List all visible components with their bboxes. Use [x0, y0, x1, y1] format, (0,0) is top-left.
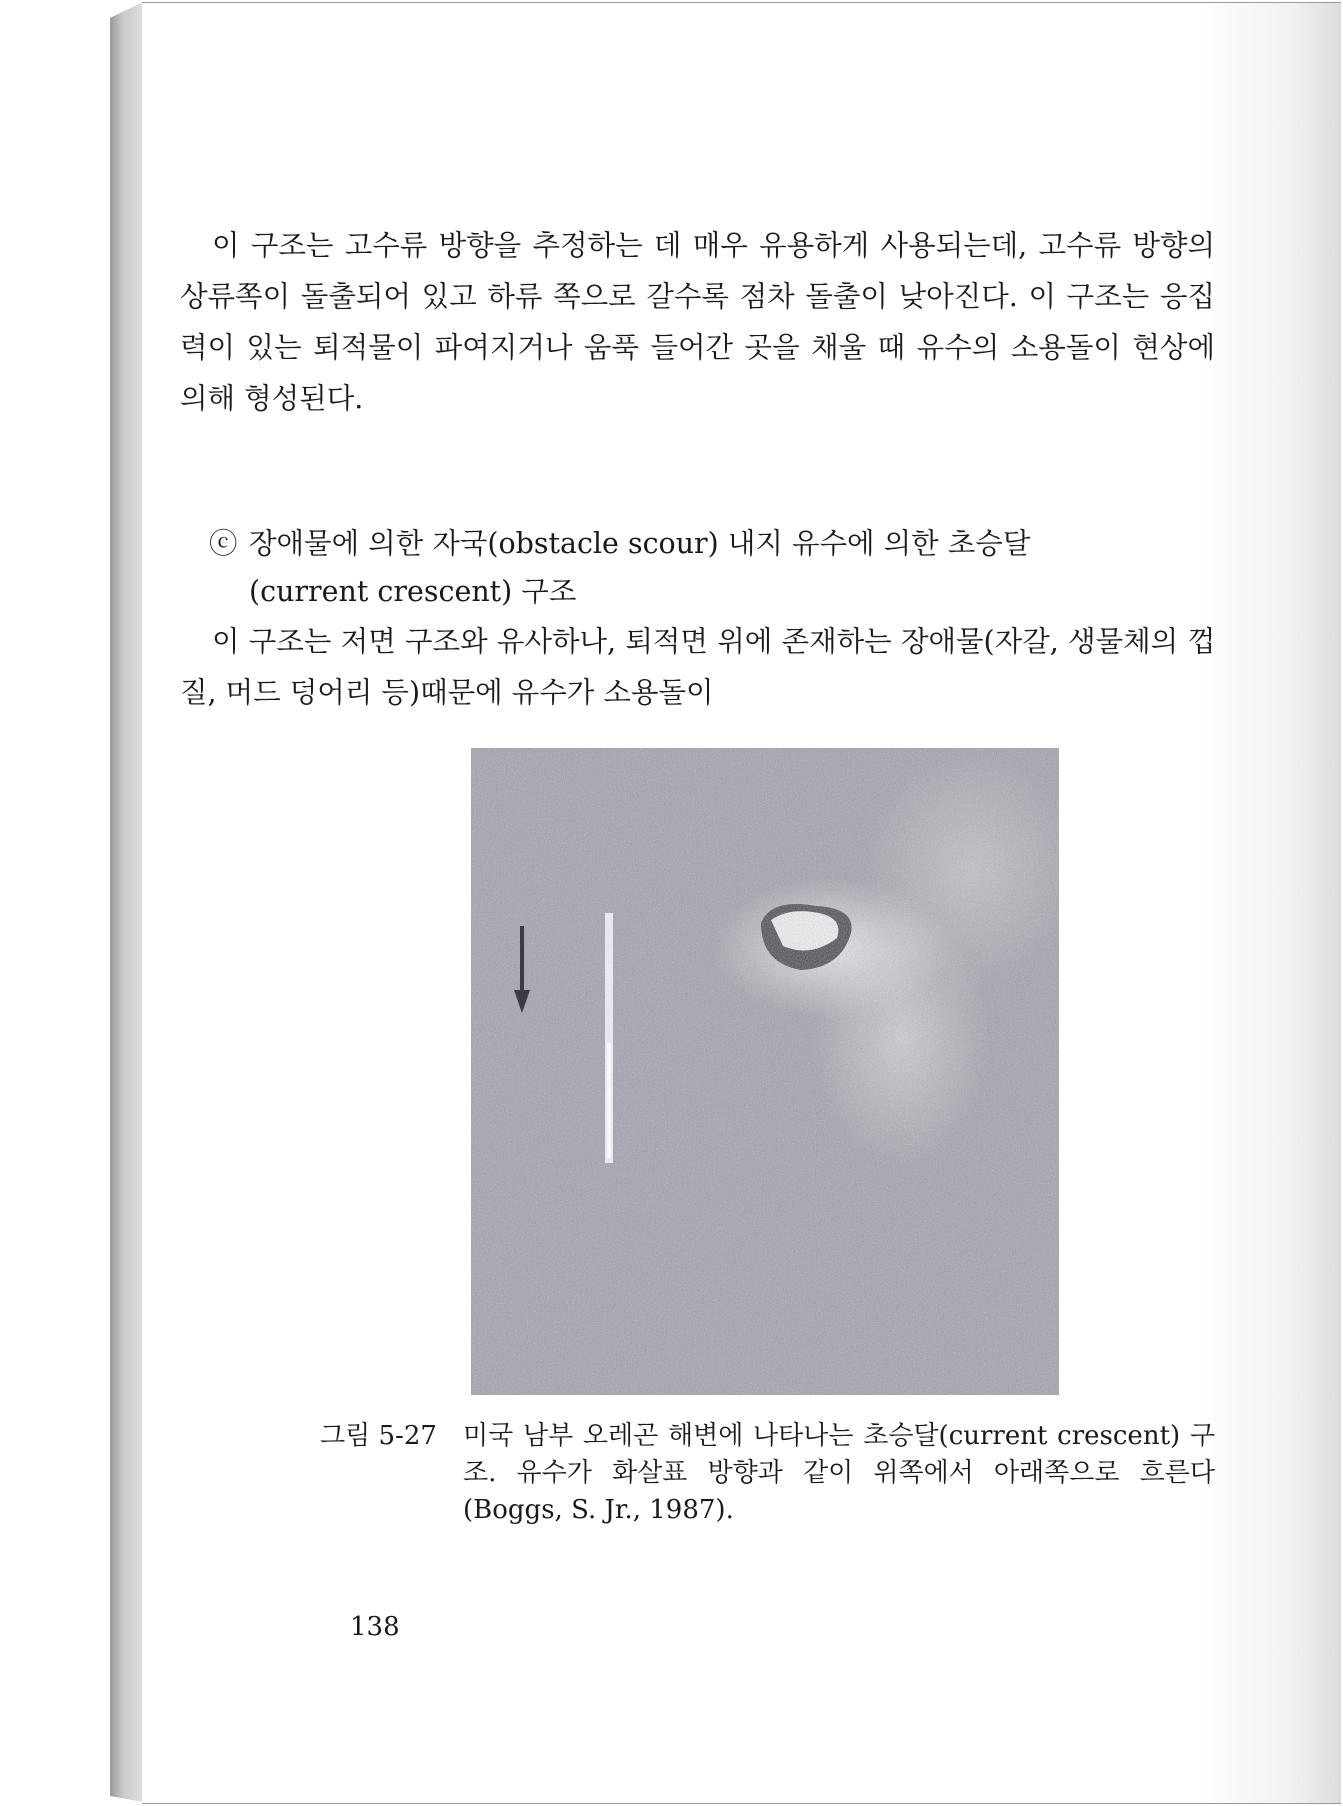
- book-spine: [110, 2, 143, 1802]
- figure-label: 그림 5-27: [320, 1421, 437, 1451]
- figure-caption: 미국 남부 오레곤 해변에 나타나는 초승달(current crescent) 구조. 유수가 화살표 방향과 같이 위쪽에서 아래쪽으로 흐른다 (Boggs, S. Jr., 1987).: [463, 1421, 1215, 1525]
- figure-photo-drawing: [471, 748, 1059, 1395]
- page-number: 138: [350, 1612, 400, 1642]
- section-heading: [209, 520, 1215, 616]
- paragraph-1: 이 구조는 고수류 방향을 추정하는 데 매우 유용하게 사용되는데, 고수류 방향의 상류쪽이 돌출되어 있고 하류 쪽으로 갈수록 점차 돌출이 낮아진다. 이 구조는 응집력이 있는 퇴적물이 파여지거나 움푹 들어간 곳을 채울 때 유수의 소용돌이 현상에 의해 형성된다.: [180, 229, 1215, 415]
- figure-photo-current-crescent: [471, 748, 1059, 1395]
- paragraph-2: 이 구조는 저면 구조와 유사하나, 퇴적면 위에 존재하는 장애물(자갈, 생물체의 껍질, 머드 덩어리 등)때문에 유수가 소용돌이: [180, 625, 1215, 709]
- heading-line-2: (current crescent) 구조: [249, 575, 577, 608]
- heading-marker: ⓒ: [209, 527, 238, 560]
- heading-line-1: 장애물에 의한 자국(obstacle scour) 내지 유수에 의한 초승달: [249, 527, 1031, 560]
